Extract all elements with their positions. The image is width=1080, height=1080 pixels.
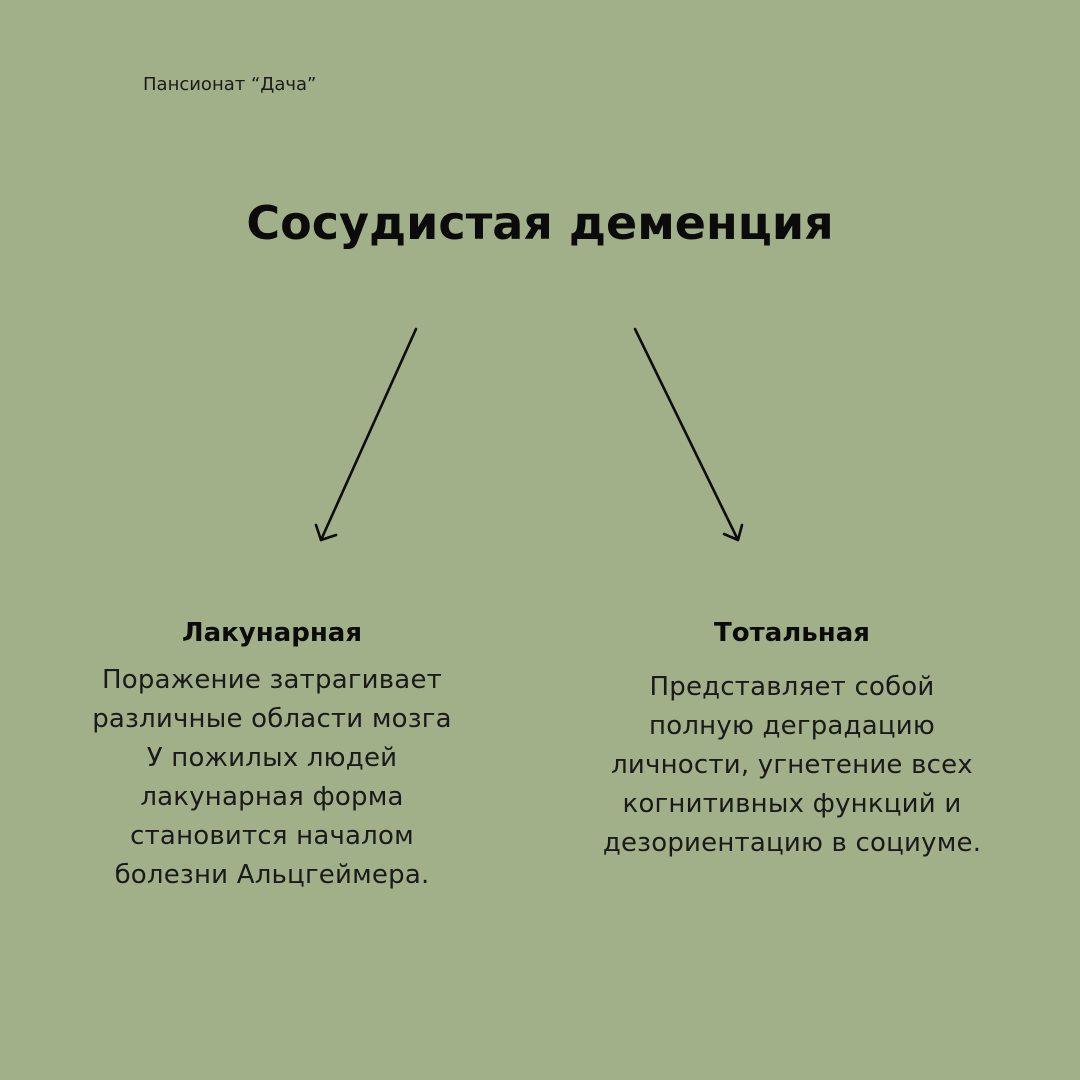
branch-total (552, 613, 1032, 863)
branch-heading: Тотальная (714, 618, 870, 648)
page-title: Сосудистая деменция (246, 196, 834, 250)
brand-name: Пансионат “Дача” (143, 74, 317, 95)
arrow-down-left-icon (316, 329, 416, 540)
branch-description: Представляет собой полную деградацию личности, угнетение всех когнитивных функций и дезориентацию в социуме. (602, 672, 982, 858)
arrow-down-right-icon (635, 329, 742, 540)
branch-description: Поражение затрагивает различные области мозга У пожилых людей лакунарная форма становится началом болезни Альцгеймера. (92, 665, 452, 890)
branch-lacunar (42, 613, 502, 895)
branch-heading: Лакунарная (181, 618, 363, 648)
